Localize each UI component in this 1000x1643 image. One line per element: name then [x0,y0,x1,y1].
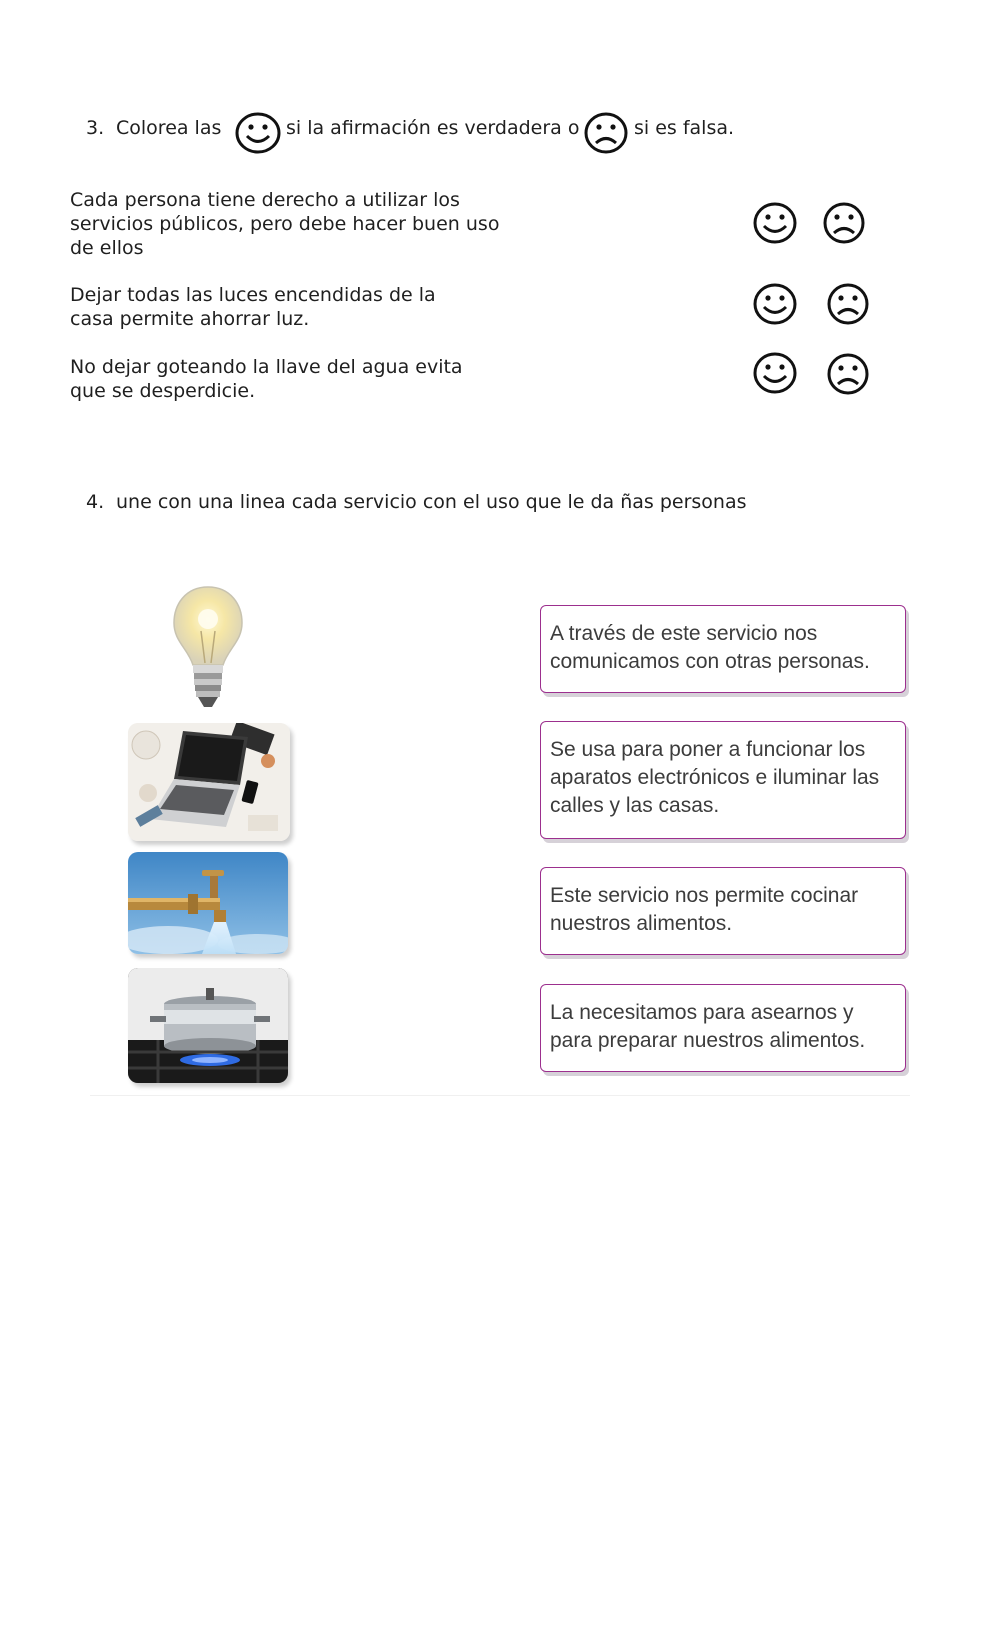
usage-card-2[interactable]: Se usa para poner a funcionar los aparatos electrónicos e iluminar las calles y las casas. [540,721,906,839]
gas-stove-pot-image [128,968,288,1083]
usage-card-4[interactable]: La necesitamos para asearnos y para preparar nuestros alimentos. [540,984,906,1072]
happy-face-icon[interactable] [752,202,798,244]
statement-2: Dejar todas las luces encendidas de la casa permite ahorrar luz. [70,284,436,330]
sad-face-icon [584,112,628,154]
instruction-suffix: si es falsa. [634,117,735,139]
question-4-text: une con una linea cada servicio con el uso que le da ñas personas [116,491,747,513]
instruction-middle: si la afirmación es verdadera o [286,117,580,139]
sad-face-icon[interactable] [822,202,866,244]
usage-card-3[interactable]: Este servicio nos permite cocinar nuestros alimentos. [540,867,906,955]
question-number: 4. [86,491,105,513]
sad-face-icon[interactable] [826,353,870,395]
happy-face-icon [235,112,281,154]
usage-card-1[interactable]: A través de este servicio nos comunicamos con otras personas. [540,605,906,693]
laptop-image [128,723,290,841]
question-3-instruction [86,116,221,140]
water-tap-image [128,852,288,954]
statement-1: Cada persona tiene derecho a utilizar los servicios públicos, pero debe hacer buen uso de ellos [70,189,500,259]
question-4-instruction [86,490,747,514]
lightbulb-image [168,583,248,718]
question-number: 3. [86,117,105,139]
divider [90,1095,910,1096]
sad-face-icon[interactable] [826,283,870,325]
happy-face-icon[interactable] [752,283,798,325]
statement-3: No dejar goteando la llave del agua evita que se desperdicie. [70,356,463,402]
instruction-prefix: Colorea las [116,117,222,139]
happy-face-icon[interactable] [752,352,798,394]
